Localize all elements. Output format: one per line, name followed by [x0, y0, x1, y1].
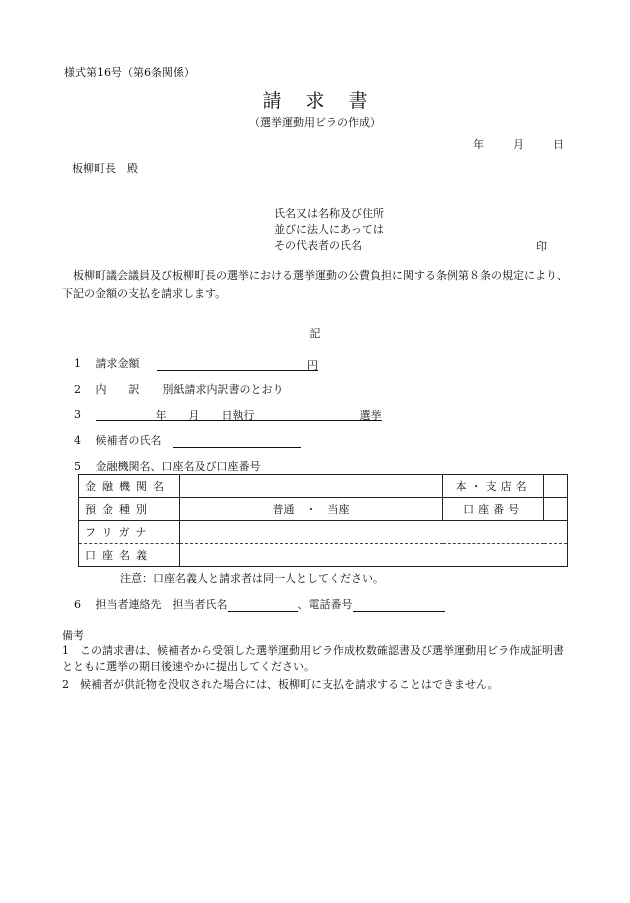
item-label: 内 訳 — [95, 383, 140, 396]
furigana-label: フリガナ — [79, 521, 180, 544]
item-label: 金融機関名、口座名及び口座番号 — [95, 460, 261, 473]
item-claim-amount — [74, 355, 318, 371]
form-number: 様式第16号（第6条関係） — [64, 66, 195, 79]
table-row — [79, 498, 568, 521]
branch-field[interactable] — [544, 475, 568, 498]
date-day: 日 — [553, 138, 564, 151]
remark-2: 2 候補者が供託物を没収された場合には、板柳町に支払を請求することはできません。 — [62, 678, 499, 691]
applicant-line-1: 氏名又は名称及び住所 — [274, 207, 384, 220]
table-row — [79, 544, 568, 567]
applicant-block — [274, 206, 384, 254]
bank-info-table — [78, 474, 568, 567]
phone-label: 、電話番号 — [297, 598, 353, 611]
item-bank-info — [74, 458, 261, 474]
deposit-type-value[interactable]: 普通 ・ 当座 — [180, 498, 443, 521]
election-year-label: 年 — [155, 409, 167, 422]
item-number: 2 — [74, 383, 81, 396]
claim-amount-field[interactable] — [157, 357, 307, 371]
item-candidate-name — [74, 432, 301, 448]
breakdown-value: 別紙請求内訳書のとおり — [162, 383, 284, 396]
item-number: 1 — [74, 357, 81, 370]
account-holder-field[interactable] — [180, 544, 568, 567]
account-number-label: 口座番号 — [443, 498, 544, 521]
election-name-field[interactable] — [255, 407, 360, 421]
account-number-field[interactable] — [544, 498, 568, 521]
election-suffix: 選挙 — [359, 409, 382, 422]
applicant-line-3: その代表者の氏名 — [274, 239, 362, 252]
candidate-name-field[interactable] — [173, 434, 301, 448]
election-month-label: 月 — [188, 409, 200, 422]
item-label: 候補者の氏名 — [95, 434, 162, 447]
page-title: 請求書 — [262, 90, 392, 112]
item-election — [74, 407, 382, 421]
item-number: 3 — [74, 408, 81, 421]
item-number: 6 — [74, 598, 81, 611]
addressee: 板柳町長 殿 — [72, 162, 138, 175]
institution-label: 金融機関名 — [79, 475, 180, 498]
branch-label: 本・支店名 — [443, 475, 544, 498]
item-number: 5 — [74, 460, 81, 473]
furigana-field[interactable] — [180, 521, 568, 544]
deposit-type-label: 預金種別 — [79, 498, 180, 521]
table-row — [79, 475, 568, 498]
date-line — [473, 136, 564, 152]
election-day-label: 日執行 — [221, 409, 255, 422]
account-note: 注意：口座名義人と請求者は同一人としてください。 — [120, 572, 384, 585]
date-year: 年 — [473, 138, 484, 151]
seal-mark: 印 — [536, 240, 547, 253]
item-label: 担当者連絡先 担当者氏名 — [95, 598, 228, 611]
phone-number-field[interactable] — [353, 598, 445, 612]
yen-unit: 円 — [307, 359, 318, 372]
election-year-field[interactable] — [96, 407, 156, 421]
ki-heading: 記 — [309, 327, 321, 340]
institution-field[interactable] — [180, 475, 443, 498]
applicant-line-2: 並びに法人にあっては — [274, 223, 384, 236]
page-subtitle: （選挙運動用ビラの作成） — [249, 116, 381, 129]
item-contact — [74, 596, 445, 612]
remarks-heading: 備考 — [62, 629, 84, 642]
contact-name-field[interactable] — [228, 598, 298, 612]
table-row — [79, 521, 568, 544]
item-breakdown — [74, 381, 284, 397]
remark-1: 1 この請求書は、候補者から受領した選挙運動用ビラ作成枚数確認書及び選挙運動用ビラ作成証明書とともに選挙の期日後速やかに提出してください。 — [62, 644, 564, 673]
request-body-text: 板柳町議会議員及び板柳町長の選挙における選挙運動の公費負担に関する条例第８条の規定により、下記の金額の支払を請求します。 — [62, 269, 568, 300]
item-number: 4 — [74, 434, 81, 447]
date-month: 月 — [513, 138, 524, 151]
account-holder-label: 口座名義 — [79, 544, 180, 567]
item-label: 請求金額 — [95, 357, 140, 370]
